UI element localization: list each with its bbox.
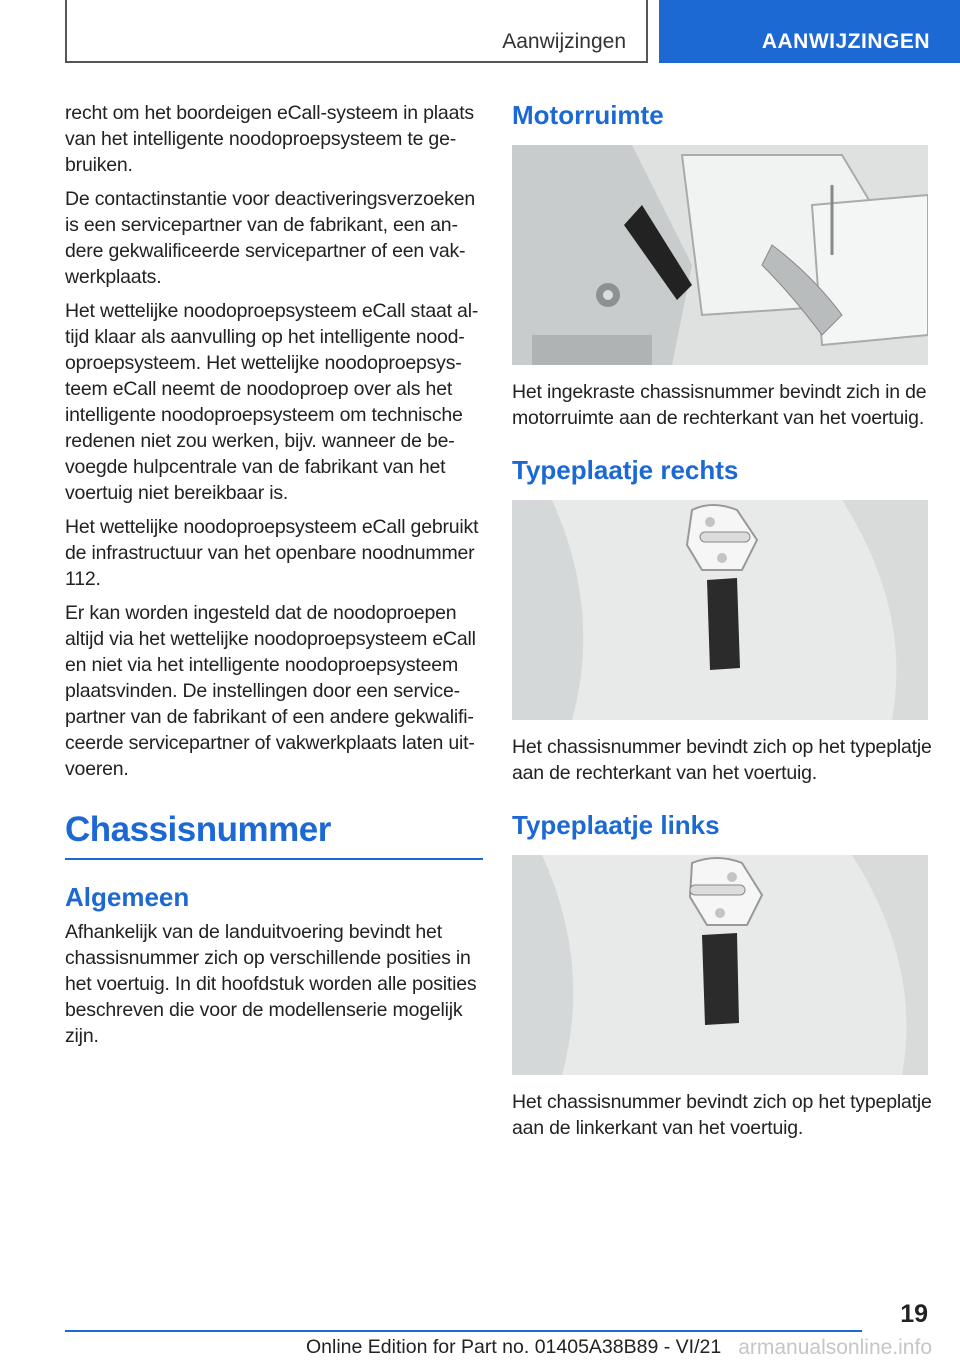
section-typeplaatje-links <box>512 810 932 1141</box>
chassisnummer-heading: Chassisnummer <box>65 810 483 860</box>
right-door-pillar-image <box>512 500 928 720</box>
left-door-pillar-image <box>512 855 928 1075</box>
caption: Het ingekraste chassisnummer bevindt zich in de motorruimte aan de rechterkant van het voertuig. <box>512 381 927 429</box>
section-motorruimte <box>512 100 932 431</box>
caption: Het chassisnummer bevindt zich op het typeplatje aan de rechterkant van het voertuig. <box>512 736 932 784</box>
footer-divider <box>65 1330 862 1332</box>
paragraph: Het wettelijke noodoproepsysteem eCall gebruikt de infrastructuur van het openbare noodnummer 112. <box>65 516 479 590</box>
section-heading: Motorruimte <box>512 100 664 130</box>
paragraph: De contactinstantie voor deactiveringsverzoeken is een servicepartner van de fabrikant, een andere gekwalificeerde servicepartner of een vakwerkplaats. <box>65 188 476 288</box>
section-heading: Typeplaatje rechts <box>512 455 739 485</box>
header-chapter-tab[interactable] <box>659 0 960 63</box>
page-number: 19 <box>900 1300 928 1328</box>
chapter-tab-label: AANWIJZINGEN <box>761 30 930 53</box>
paragraph: Er kan worden ingesteld dat de noodoproepen altijd via het wettelijke noodoproepsysteem eCall en niet via het intelligente noodoproepsysteem plaatsvinden. De instellingen door een servicepartner van de fabrikant of een andere gekwalificeerde servicepartner of vakwerkplaats laten uitvoeren. <box>65 602 476 780</box>
caption: Het chassisnummer bevindt zich op het typeplatje aan de linkerkant van het voertuig. <box>512 1091 932 1139</box>
paragraph: Afhankelijk van de landuitvoering bevindt het chassisnummer zich op verschillende posities in het voertuig. In dit hoofdstuk worden alle posities beschreven die voor de modellenserie mogelijk zijn. <box>65 921 477 1047</box>
algemeen-subheading: Algemeen <box>65 882 190 912</box>
paragraph: recht om het boordeigen eCall-systeem in plaats van het intelligente noodoproepsysteem te gebruiken. <box>65 102 474 176</box>
section-typeplaatje-rechts <box>512 455 932 786</box>
footer-edition: Online Edition for Part no. 01405A38B89 - VI/21 <box>306 1336 722 1358</box>
right-column <box>512 100 932 1165</box>
section-heading: Typeplaatje links <box>512 810 720 840</box>
paragraph: Het wettelijke noodoproepsysteem eCall staat altijd klaar als aanvulling op het intelligente noodoproepsysteem. Het wettelijke noodoproepsysteem eCall neemt de noodoproep over als het intelligente noodoproepsysteem om technische redenen niet zou werken, bijv. wanneer de bevoegde hulpcentrale van de fabrikant van het voertuig niet bereikbaar is. <box>65 300 479 504</box>
watermark: armanualsonline.info <box>738 1336 932 1359</box>
engine-bay-image <box>512 145 928 365</box>
left-column <box>65 100 483 1057</box>
header-box <box>65 0 648 63</box>
header-section-title: Aanwijzingen <box>502 30 626 53</box>
